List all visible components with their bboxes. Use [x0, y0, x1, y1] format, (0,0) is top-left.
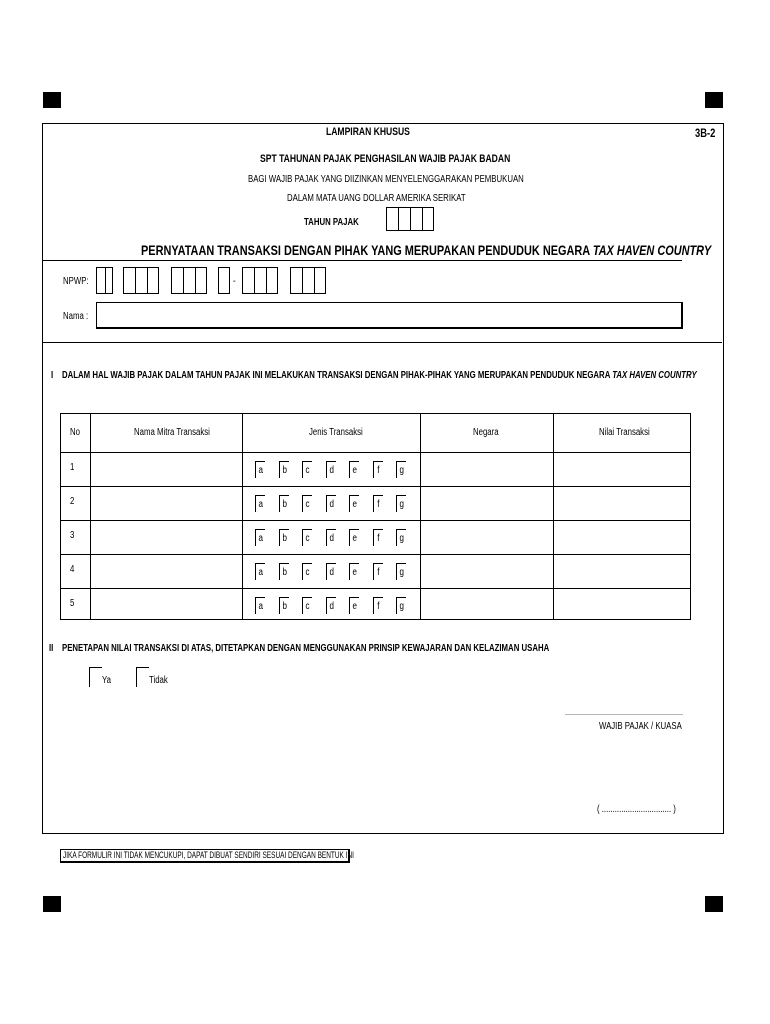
checkbox-g[interactable]: g: [396, 563, 406, 580]
checkbox-c[interactable]: c: [302, 461, 312, 478]
npwp-group-1[interactable]: [96, 267, 113, 294]
corner-marker-bottom-right: [705, 896, 723, 912]
tahun-pajak-label: TAHUN PAJAK: [304, 217, 359, 228]
checkbox-a[interactable]: a: [255, 461, 265, 478]
checkbox-c[interactable]: c: [302, 495, 312, 512]
checkbox-d[interactable]: d: [326, 495, 336, 512]
checkbox-f[interactable]: f: [373, 529, 383, 546]
checkbox-e[interactable]: e: [349, 529, 359, 546]
checkbox-b[interactable]: b: [279, 563, 289, 580]
tidak-checkbox[interactable]: [136, 667, 149, 687]
section-divider: [42, 342, 722, 343]
checkbox-f[interactable]: f: [373, 461, 383, 478]
header-subtitle-1: BAGI WAJIB PAJAK YANG DIIZINKAN MENYELENGGARAKAN PEMBUKUAN: [248, 174, 524, 185]
checkbox-c[interactable]: c: [302, 563, 312, 580]
checkbox-f[interactable]: f: [373, 597, 383, 614]
corner-marker-top-left: [43, 92, 61, 108]
corner-marker-top-right: [705, 92, 723, 108]
row-number: 4: [70, 564, 75, 575]
header-nama-mitra: Nama Mitra Transaksi: [134, 427, 210, 438]
checkbox-g[interactable]: g: [396, 495, 406, 512]
checkbox-g[interactable]: g: [396, 597, 406, 614]
checkbox-a[interactable]: a: [255, 563, 265, 580]
header-negara: Negara: [473, 427, 499, 438]
lampiran-khusus-label: LAMPIRAN KHUSUS: [326, 126, 410, 138]
ya-checkbox[interactable]: [89, 667, 102, 687]
row-number: 3: [70, 530, 75, 541]
npwp-group-5[interactable]: [242, 267, 278, 294]
checkbox-d[interactable]: d: [326, 461, 336, 478]
checkbox-a[interactable]: a: [255, 597, 265, 614]
signature-label: WAJIB PAJAK / KUASA: [599, 721, 682, 732]
row-number: 5: [70, 598, 75, 609]
npwp-group-6[interactable]: [290, 267, 326, 294]
checkbox-e[interactable]: e: [349, 461, 359, 478]
signature-name-line[interactable]: ( ................................ ): [597, 804, 676, 815]
npwp-group-2[interactable]: [123, 267, 159, 294]
checkbox-b[interactable]: b: [279, 529, 289, 546]
footer-note: JIKA FORMULIR INI TIDAK MENCUKUPI, DAPAT DIBUAT SENDIRI SESUAI DENGAN BENTUK INI: [63, 850, 354, 860]
checkbox-e[interactable]: e: [349, 597, 359, 614]
ya-label: Ya: [102, 675, 111, 686]
section1-text: DALAM HAL WAJIB PAJAK DALAM TAHUN PAJAK INI MELAKUKAN TRANSAKSI DENGAN PIHAK-PIHAK YANG MERUPAKAN PENDUDUK NEGARA TAX HAVEN COUNTRY: [62, 370, 697, 381]
checkbox-g[interactable]: g: [396, 461, 406, 478]
tahun-pajak-input[interactable]: [386, 207, 434, 231]
checkbox-a[interactable]: a: [255, 529, 265, 546]
checkbox-d[interactable]: d: [326, 529, 336, 546]
spt-title: SPT TAHUNAN PAJAK PENGHASILAN WAJIB PAJAK BADAN: [260, 153, 511, 165]
section2-text: PENETAPAN NILAI TRANSAKSI DI ATAS, DITETAPKAN DENGAN MENGGUNAKAN PRINSIP KEWAJARAN DAN KELAZIMAN USAHA: [62, 643, 550, 654]
header-jenis-transaksi: Jenis Transaksi: [309, 427, 363, 438]
signature-line[interactable]: ...........................................................: [565, 708, 684, 717]
checkbox-g[interactable]: g: [396, 529, 406, 546]
checkbox-c[interactable]: c: [302, 597, 312, 614]
checkbox-e[interactable]: e: [349, 563, 359, 580]
npwp-group-3[interactable]: [171, 267, 207, 294]
checkbox-a[interactable]: a: [255, 495, 265, 512]
checkbox-f[interactable]: f: [373, 495, 383, 512]
header-nilai-transaksi: Nilai Transaksi: [599, 427, 650, 438]
npwp-group-4[interactable]: [218, 267, 230, 294]
section1-roman: I: [51, 370, 54, 381]
tidak-label: Tidak: [149, 675, 168, 686]
corner-marker-bottom-left: [43, 896, 61, 912]
section2-roman: II: [49, 643, 54, 654]
title-underline: [42, 260, 682, 261]
header-subtitle-2: DALAM MATA UANG DOLLAR AMERIKA SERIKAT: [287, 193, 466, 204]
nama-label: Nama :: [63, 311, 89, 322]
row-number: 1: [70, 462, 75, 473]
header-no: No: [70, 427, 80, 438]
checkbox-b[interactable]: b: [279, 495, 289, 512]
npwp-dash: -: [233, 276, 236, 287]
row-number: 2: [70, 496, 75, 507]
checkbox-f[interactable]: f: [373, 563, 383, 580]
form-code: 3B-2: [695, 126, 716, 140]
nama-input[interactable]: [96, 302, 683, 329]
main-title: PERNYATAAN TRANSAKSI DENGAN PIHAK YANG MERUPAKAN PENDUDUK NEGARA TAX HAVEN COUNTRY: [141, 242, 712, 258]
checkbox-d[interactable]: d: [326, 563, 336, 580]
checkbox-b[interactable]: b: [279, 461, 289, 478]
checkbox-c[interactable]: c: [302, 529, 312, 546]
checkbox-d[interactable]: d: [326, 597, 336, 614]
checkbox-b[interactable]: b: [279, 597, 289, 614]
npwp-label: NPWP:: [63, 276, 89, 287]
checkbox-e[interactable]: e: [349, 495, 359, 512]
